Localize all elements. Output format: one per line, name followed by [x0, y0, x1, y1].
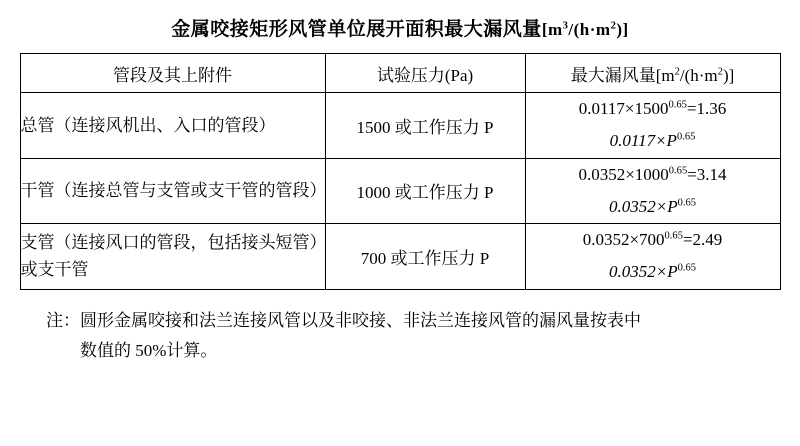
table-note: [20, 290, 780, 366]
cell-pressure: 1500 或工作压力 P: [325, 93, 525, 159]
cell-leakrate: [525, 93, 780, 159]
cell-segment: 干管（连接总管与支管或支干管的管段）: [20, 158, 325, 224]
table-row: [20, 158, 780, 224]
column-header-segment: 管段及其上附件: [20, 54, 325, 93]
page-title-text: 金属咬接矩形风管单位展开面积最大漏风量: [171, 19, 542, 40]
page-title-unit: $[m^3/(h\cdot m^2)]$: [541, 20, 629, 39]
column-header-pressure: 试验压力(Pa): [325, 54, 525, 93]
cell-segment: 总管（连接风机出、入口的管段）: [20, 93, 325, 159]
cell-pressure: 700 或工作压力 P: [325, 224, 525, 290]
cell-segment: 支管（连接风口的管段，包括接头短管）或支干管: [20, 224, 325, 290]
column-header-leakrate: [525, 54, 780, 93]
formula-line-1: $0.0352\times 1000^{0.65}=3.14$: [578, 164, 727, 184]
column-header-leakrate-text: 最大漏风量$[m^2/(h\cdot m^2)]$: [570, 65, 735, 85]
formula-line-2: $0.0352\times P^{0.65}$: [608, 196, 697, 216]
note-line-2: 数值的 50%计算。: [80, 340, 218, 360]
table-head: [20, 54, 780, 93]
formula-line-2: $0.0117\times P^{0.65}$: [609, 131, 696, 151]
table-header-row: [20, 54, 780, 93]
page-title: [0, 0, 800, 53]
formula-line-1: $0.0352\times 700^{0.65}=2.49$: [582, 230, 723, 250]
cell-leakrate: [525, 158, 780, 224]
formula-line-2: $0.0352\times P^{0.65}$: [608, 262, 697, 282]
table-row: [20, 93, 780, 159]
formula-line-1: $0.0117\times 1500^{0.65}=1.36$: [578, 99, 727, 118]
cell-leakrate: [525, 224, 780, 290]
table-body: [20, 93, 780, 290]
leak-rate-table: [20, 53, 781, 290]
note-line-1: 注：圆形金属咬接和法兰连接风管以及非咬接、非法兰连接风管的漏风量按表中: [46, 310, 641, 330]
cell-pressure: 1000 或工作压力 P: [325, 158, 525, 224]
table-row: [20, 224, 780, 290]
